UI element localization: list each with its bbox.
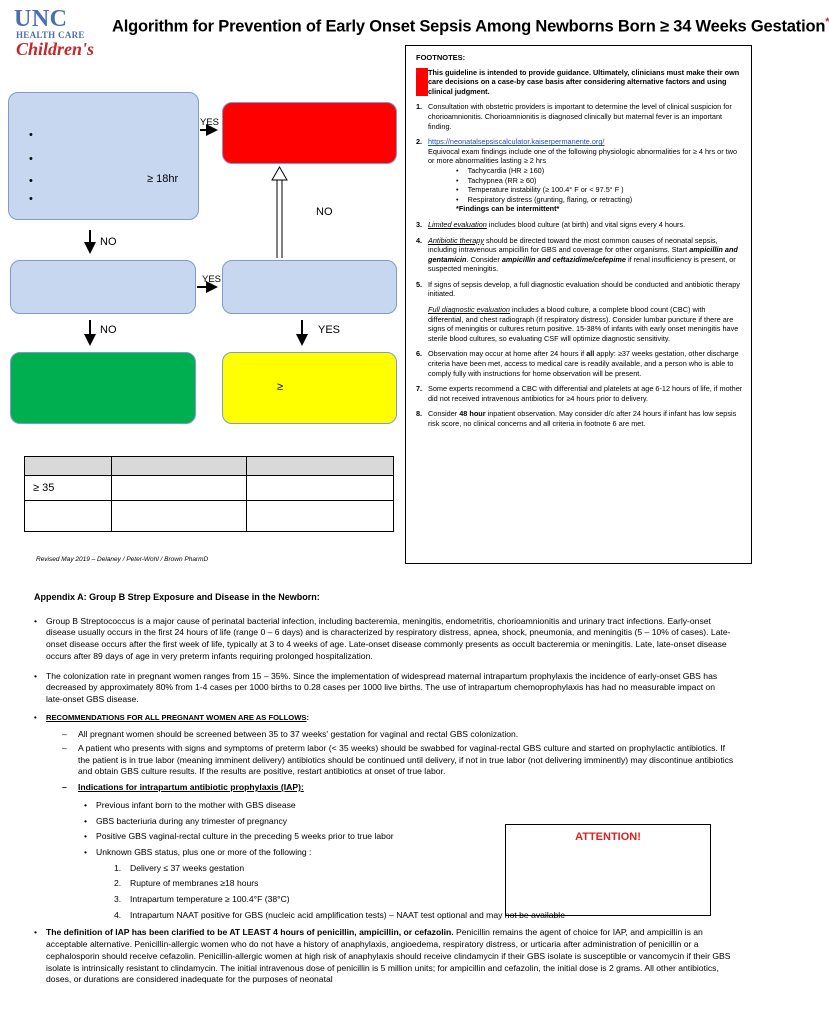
footnote-number: 5.	[416, 279, 423, 289]
risk-bullet-4: •	[29, 193, 33, 205]
appendix-paragraph-1: • Group B Streptococcus is a major cause of perinatal bacterial infection, including bacteremia, meningitis, endometritis, chorioamnionitis and urinary tract infections. Early-onset disease usually occurs in the first 24 hours of life (range 0 – 6 days) and is characterized by respiratory distress, apnea, shock, pneumonia, and meningitis (5 – 10% of cases). Late-onset disease occurs after the first week of life, typically at 3 to 4 weeks of age. Late-onset disease commonly presents as occult bacteremia or meningitis. Late, late-onset disease occurs after 89 days of age in very preterm infants requiring prolonged hospitalization.	[34, 616, 734, 663]
recommendations-heading	[34, 712, 734, 724]
table-cell	[112, 476, 247, 501]
list-item: • Temperature instability (≥ 100.4° F or < 97.5° F )	[470, 185, 743, 195]
table-cell	[247, 501, 394, 532]
footnote-5b-text: includes a blood culture, a complete blood count (CBC) with differential, and chest radiograph (if respiratory distress). Consider lumbar puncture if there are signs of meningitis or cultures return positive. 15-38% of infants with early onset meningitis have sterile blood cultures, so evaluating CSF will optimize diagnostic sensitivity.	[428, 305, 739, 343]
footnotes-heading: FOOTNOTES:	[416, 53, 466, 62]
footnote-1-text: Consultation with obstetric providers is important to determine the level of clinical suspicion for chorioamnionitis. Chorioamnionitis is diagnosed clinically but maternal fever is an important finding.	[428, 102, 732, 131]
iap-sub-text: Intrapartum temperature ≥ 100.4°F (38°C)	[130, 894, 290, 905]
footnote-4-text-e: if renal insufficiency is present, or suspected meningitis.	[428, 254, 736, 274]
appendix-paragraph-2: • The colonization rate in pregnant women ranges from 15 – 35%. Since the implementation of widespread maternal intrapartum prophylaxis the incidence of early-onset GBS has decreased by approximately 80% from 1-4 cases per 1000 births to 0.28 cases per 1000 live births. The use of intrapartum chemoprophylaxis has had no measurable impact on late-onset GBS disease.	[34, 671, 734, 706]
appendix-paragraph-3	[34, 927, 734, 986]
table-header-row	[25, 457, 394, 476]
footnote-star-marker: *	[416, 68, 428, 97]
list-item: • Tachypnea (RR ≥ 60)	[470, 176, 743, 186]
title-text: Algorithm for Prevention of Early Onset Sepsis Among Newborns Born ≥ 34 Weeks Gestation	[112, 17, 826, 36]
iap-item: • Previous infant born to the mother with GBS disease	[34, 800, 734, 812]
limited-evaluation-box	[222, 260, 397, 314]
equivocal-exam-box	[10, 260, 196, 314]
table-header-cell	[25, 457, 112, 476]
footnote-5	[416, 280, 743, 344]
footnote-number: 4.	[416, 235, 423, 245]
footnote-7-text: Some experts recommend a CBC with differential and platelets at age 6-12 hours of life, if mother did not received intravenous antibiotics for ≥4 hours prior to delivery.	[428, 384, 743, 403]
iap-item: • Unknown GBS status, plus one or more of the following :	[34, 847, 734, 859]
intermittent-note: *Findings can be intermittent*	[456, 204, 560, 214]
iap-heading	[34, 782, 734, 794]
footnote-number: 7.	[416, 384, 423, 394]
no-label-up: NO	[316, 206, 333, 218]
footnote-3	[416, 220, 743, 230]
yes-label-2: YES	[202, 274, 222, 285]
footnote-1	[416, 102, 743, 131]
footnote-number: 1.	[416, 102, 423, 112]
footnote-6	[416, 349, 743, 378]
attention-box	[505, 824, 711, 916]
footnote-2	[416, 137, 743, 214]
table-cell	[112, 501, 247, 532]
sepsis-calculator-link[interactable]: https://neonatalsepsiscalculator.kaiserpermanente.org/	[428, 137, 605, 147]
iap-sub-number: 2.	[114, 878, 122, 889]
footnote-number: 2.	[416, 137, 423, 147]
risk-bullet-2: •	[29, 153, 33, 165]
unc-logo-health-care: HEALTH CARE	[16, 30, 85, 40]
antibiotic-therapy-term: Antibiotic therapy	[428, 235, 484, 245]
footnote-6-text-a: Observation may occur at home after 24 hours if	[428, 349, 587, 359]
footnote-4-text-a: should be directed toward the most common causes of neonatal sepsis, including intravenous ampicillin for GBS and coverage for other organisms. Start	[428, 235, 718, 255]
childrens-logo-text: Children's	[16, 39, 95, 59]
list-item: • Respiratory distress (grunting, flaring, or retracting)	[470, 195, 743, 205]
risk-bullet-3: •	[29, 175, 33, 187]
rom-duration-text: ≥ 18hr	[147, 173, 179, 185]
table-cell	[247, 476, 394, 501]
footnote-number: 8.	[416, 409, 423, 419]
title-asterisk: *	[825, 16, 829, 28]
routine-care-box	[10, 352, 196, 424]
table-row	[25, 476, 394, 501]
iap-heading-text: Indications for intrapartum antibiotic prophylaxis (IAP):	[78, 782, 304, 793]
limited-eval-term: Limited evaluation	[428, 219, 487, 229]
recommendation-1: – All pregnant women should be screened between 35 to 37 weeks' gestation for vaginal and rectal GBS colonization.	[34, 729, 734, 741]
table-row	[25, 501, 394, 532]
iap-sub-text: Intrapartum NAAT positive for GBS (nucleic acid amplification tests) – NAAT test optional and may not be available	[130, 909, 565, 920]
risk-bullet-1: •	[29, 129, 33, 141]
amp-gent-term: ampicillin and gentamicin	[428, 245, 738, 264]
footnote-number: 3.	[416, 219, 423, 229]
footnote-8-text-a: Consider	[428, 409, 460, 419]
observation-box	[222, 352, 397, 424]
table-cell	[25, 501, 112, 532]
footnote-3-text: includes blood culture (at birth) and vital signs every 4 hours.	[486, 219, 686, 229]
gestation-table	[24, 456, 394, 532]
footnote-5-text: If signs of sepsis develop, a full diagnostic evaluation should be conducted and antibiotic therapy initiated.	[428, 279, 740, 299]
recommendation-2: – A patient who presents with signs and symptoms of preterm labor (< 35 weeks) should be swabbed for vaginal-rectal GBS culture and started on prophylactic antibiotics. If the patient is in true labor (meaning imminent delivery) antibiotics should be continued until delivery, if not in true labor (not delivering imminently) may discontinue antibiotics and obtain GBS culture results. If the results are positive, restart antibiotics at onset of true labor.	[34, 743, 734, 778]
footnote-8-48hr: 48 hour	[459, 409, 486, 419]
attention-label: ATTENTION!	[575, 831, 641, 843]
yellow-box-text: ≥	[277, 381, 284, 393]
footnote-2-text: Equivocal exam findings include one of the following physiologic abnormalities for ≥ 4 hrs or two or more abnormalities lasting ≥ 2 hrs	[428, 146, 738, 166]
footnote-8-text-c: inpatient observation. May consider d/c after 24 hours if infant has low sepsis risk score, no clinical concerns and all criteria in footnote 6 are met.	[428, 409, 737, 428]
footnote-number: 6.	[416, 349, 423, 359]
iap-sub-number: 1.	[114, 862, 122, 873]
footnote-star	[416, 68, 743, 97]
full-eval-term: Full diagnostic evaluation	[428, 305, 510, 315]
risk-factors-box	[8, 92, 199, 220]
table-header-cell	[112, 457, 247, 476]
abnormalities-list	[467, 165, 743, 204]
footnotes-panel	[405, 45, 752, 564]
footnote-6-text-c: apply: ≥37 weeks gestation, other discharge criteria have been met, access to medical care is readily available, and a person who is able to comply fully with instructions for home observation will be present.	[428, 349, 739, 378]
iap-sub-number: 3.	[114, 894, 122, 905]
footnote-7	[416, 384, 743, 403]
table-header-cell	[247, 457, 394, 476]
appendix-paragraph-3-text: Penicillin remains the agent of choice for IAP, and ampicillin is an acceptable alternative. Penicillin-allergic women who do not have a history of anaphylaxis, angioedema, respiratory distress, or urticaria after administration of penicillin or a cephalosporin should receive cefazolin. Penicillin-allergic women at high risk of anaphylaxis should receive clindamycin if their GBS isolate is susceptible or vancomycin if their GBS isolate is intrinsically resistant to clindamycin. The initial intravenous dose of penicillin is 5 million units; for ampicillin and cefazolin, the initial dose is 2 grams. All other antibiotics, doses, or durations are considered inadequate for the purposes of neonatal	[46, 927, 731, 985]
footnote-6-all: all	[586, 349, 595, 359]
no-label-1: NO	[100, 236, 117, 248]
iap-item: • Positive GBS vaginal-rectal culture in the preceding 5 weeks prior to true labor	[34, 831, 734, 843]
revised-note: Revised May 2019 – Delaney / Peter-Wohl / Brown PharmD	[36, 556, 209, 563]
full-evaluation-box	[222, 102, 397, 164]
iap-definition: The definition of IAP has been clarified to be AT LEAST 4 hours of penicillin, ampicillin, or cefazolin.	[46, 927, 454, 938]
arrow-no-up	[272, 167, 287, 258]
no-label-2: NO	[100, 324, 117, 336]
yes-label-3: YES	[318, 324, 341, 336]
iap-sub-number: 4.	[114, 909, 122, 920]
iap-item: • GBS bacteriuria during any trimester of pregnancy	[34, 816, 734, 828]
footnote-star-text: This guideline is intended to provide guidance. Ultimately, clinicians must make their own care decisions on a case-by case basis after considering alternative factors and using clinical judgment.	[428, 67, 740, 96]
iap-sub-text: Delivery ≤ 37 weeks gestation	[130, 862, 245, 873]
list-item: • Tachycardia (HR ≥ 160)	[470, 166, 743, 176]
appendix-heading: Appendix A: Group B Strep Exposure and Disease in the Newborn:	[34, 592, 320, 602]
appendix-section	[34, 592, 734, 992]
footnote-4	[416, 236, 743, 274]
unc-logo-text: UNC	[14, 6, 68, 32]
table-cell: ≥ 35	[25, 476, 112, 501]
iap-sub-text: Rupture of membranes ≥18 hours	[130, 878, 259, 889]
footnote-8	[416, 409, 743, 428]
yes-label-1: YES	[200, 117, 220, 128]
recommendations-heading-colon: :	[306, 712, 309, 722]
footnote-4-text-c: . Consider	[466, 254, 502, 264]
recommendations-heading-text: RECOMMENDATIONS FOR ALL PREGNANT WOMEN ARE AS FOLLOWS	[46, 712, 307, 722]
amp-ceftaz-term: ampicillin and ceftazidime/cefepime	[501, 254, 626, 264]
